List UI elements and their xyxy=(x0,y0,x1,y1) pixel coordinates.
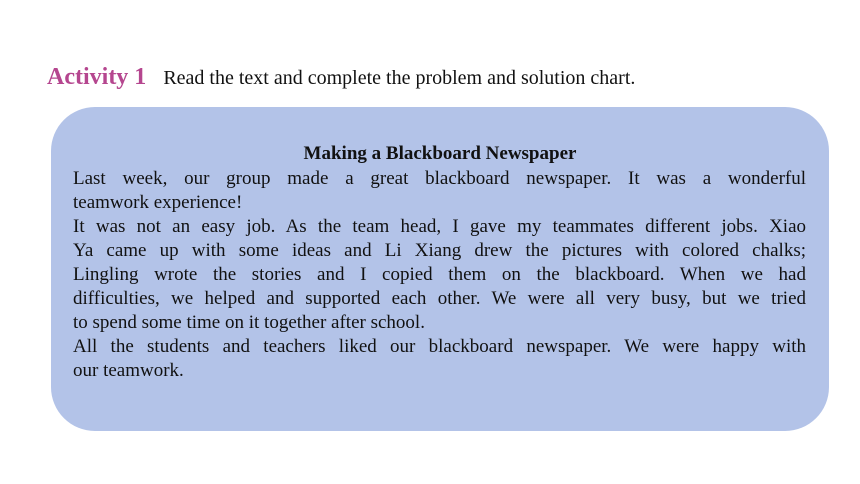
activity-label: Activity 1 xyxy=(47,64,147,90)
passage-line: All the students and teachers liked our blackboard newspaper. We were happy with xyxy=(73,336,806,357)
reading-passage-box xyxy=(51,107,829,431)
activity-heading xyxy=(47,64,635,91)
passage-line: Lingling wrote the stories and I copied them on the blackboard. When we had xyxy=(73,264,806,285)
passage-line: Last week, our group made a great blackboard newspaper. It was a wonderful xyxy=(73,168,806,189)
activity-instruction: Read the text and complete the problem and solution chart. xyxy=(163,67,636,89)
passage-line: teamwork experience! xyxy=(73,192,243,213)
passage-line: our teamwork. xyxy=(73,360,184,381)
passage-line: It was not an easy job. As the team head, I gave my teammates different jobs. Xiao xyxy=(73,216,806,237)
passage-line: to spend some time on it together after school. xyxy=(73,312,425,333)
passage-line: difficulties, we helped and supported each other. We were all very busy, but we tried xyxy=(73,288,806,309)
passage-line: Ya came up with some ideas and Li Xiang drew the pictures with colored chalks; xyxy=(73,240,806,261)
passage-title: Making a Blackboard Newspaper xyxy=(303,143,577,164)
